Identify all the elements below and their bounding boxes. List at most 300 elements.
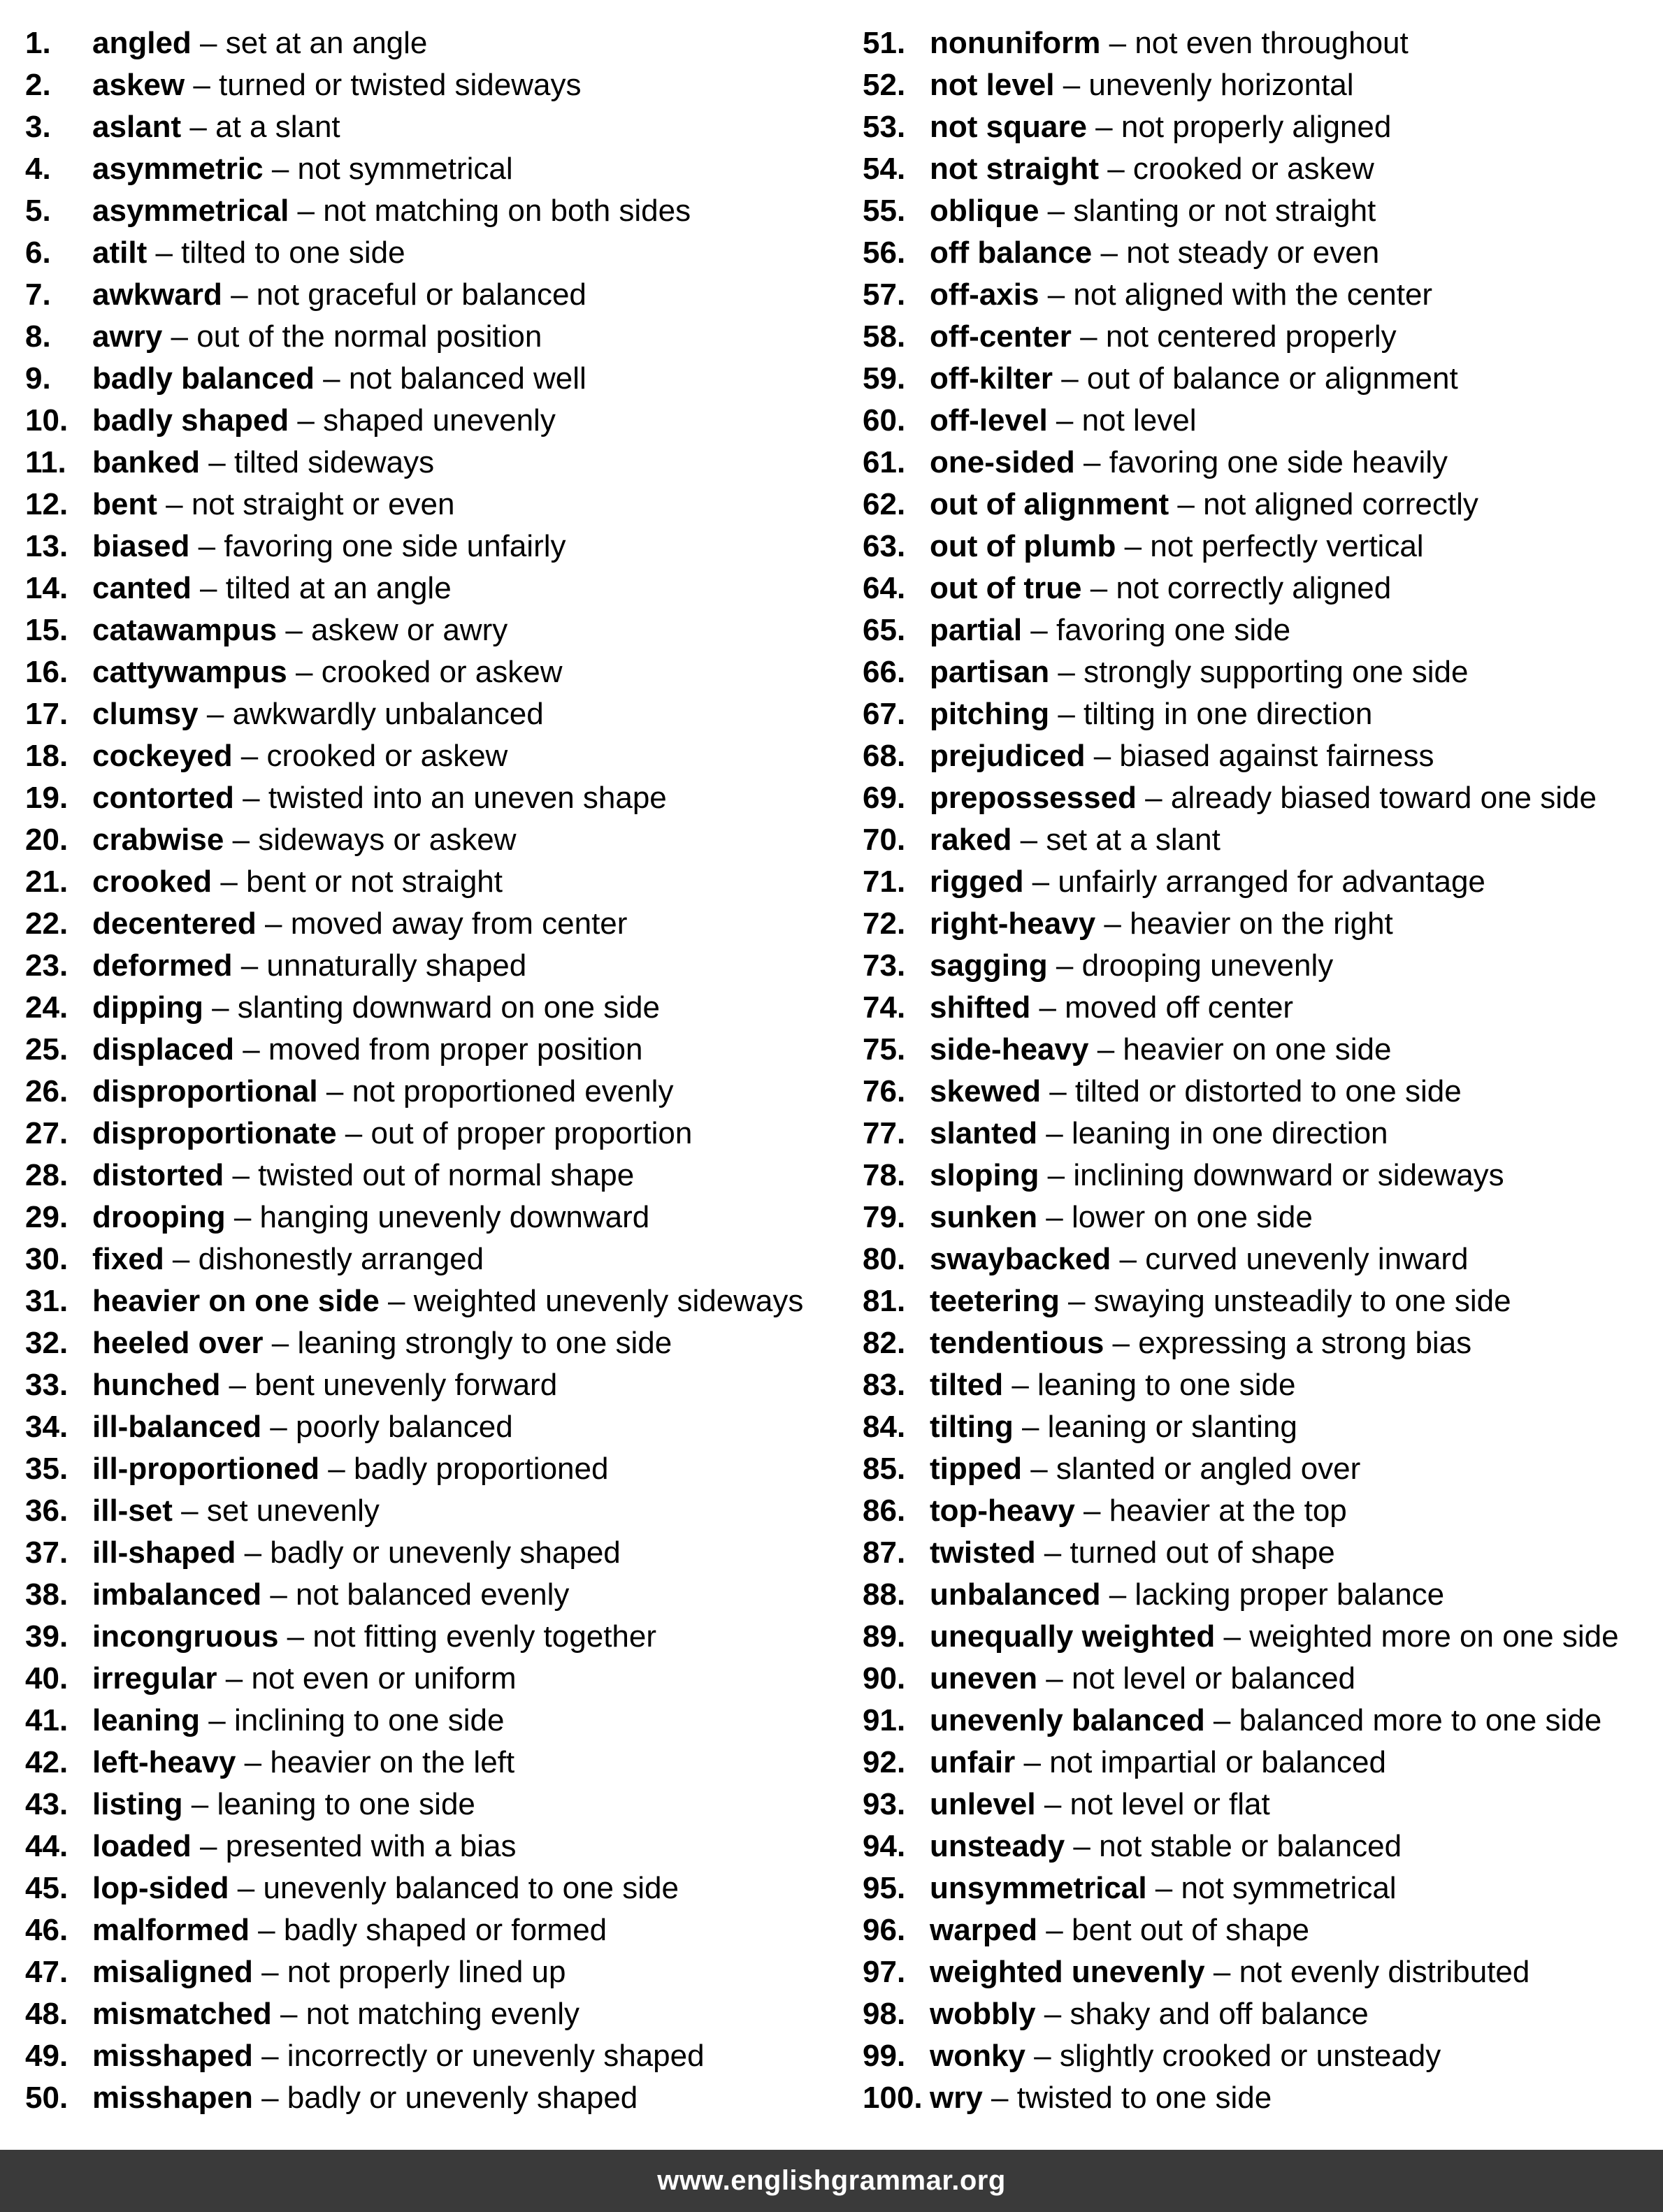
item-definition: presented with a bias [225,1829,517,1863]
item-separator: – [252,2039,287,2073]
item-definition: not evenly distributed [1239,1955,1530,1989]
item-number: 95. [863,1871,906,1905]
item-number: 48. [25,1997,69,2031]
item-separator: – [1021,1452,1056,1486]
item-separator: – [1049,655,1084,689]
item-separator: – [1053,361,1087,396]
item-definition: drooping unevenly [1081,948,1334,983]
item-term: rigged [930,865,1024,899]
item-term: banked [92,445,201,479]
item-number: 54. [863,152,906,186]
item-number: 59. [863,361,906,396]
item-number: 45. [25,1871,69,1905]
item-term: raked [930,823,1012,857]
item-number: 89. [863,1619,906,1654]
item-definition: slightly crooked or unsteady [1059,2039,1441,2073]
list-item [863,1113,1660,1155]
list-item [25,609,864,651]
list-item [25,1155,864,1197]
item-separator: – [233,1032,268,1067]
item-separator: – [1037,1913,1072,1947]
item-number: 42. [25,1745,69,1779]
item-number: 98. [863,1997,906,2031]
item-number: 44. [25,1829,69,1863]
item-number: 12. [25,487,69,521]
list-item [863,1364,1660,1406]
item-number: 58. [863,319,906,354]
item-separator: – [1039,1158,1074,1192]
item-number: 24. [25,990,69,1025]
item-definition: not properly lined up [287,1955,566,1989]
item-definition: awkwardly unbalanced [232,697,544,731]
list-item [25,1197,864,1238]
item-term: warped [930,1913,1038,1947]
item-term: awry [92,319,163,354]
item-separator: – [1081,571,1116,605]
item-definition: not fitting evenly together [312,1619,657,1654]
item-term: cattywampus [92,655,287,689]
list-item [863,1951,1660,1993]
item-number: 69. [863,781,906,815]
item-definition: hanging unevenly downward [259,1200,650,1234]
item-definition: weighted more on one side [1249,1619,1619,1654]
item-definition: not centered properly [1105,319,1397,354]
item-term: disproportionate [92,1116,337,1150]
item-number: 20. [25,823,69,857]
item-separator: – [217,1661,252,1696]
item-term: shifted [930,990,1031,1025]
item-term: disproportional [92,1074,318,1108]
item-number: 25. [25,1032,69,1067]
item-definition: leaning strongly to one side [297,1326,672,1360]
item-term: uneven [930,1661,1038,1696]
item-separator: – [232,739,267,773]
item-number: 66. [863,655,906,689]
item-separator: – [1204,1703,1239,1737]
list-item [863,316,1660,358]
list-item [863,232,1660,274]
item-definition: heavier on one side [1123,1032,1392,1067]
list-item [863,106,1660,148]
item-term: catawampus [92,613,278,647]
item-number: 96. [863,1913,906,1947]
list-item [25,1951,864,1993]
item-definition: out of proper proportion [370,1116,693,1150]
item-number: 3. [25,110,51,144]
item-number: 5. [25,194,51,228]
list-item [863,400,1660,442]
item-number: 67. [863,697,906,731]
item-definition: weighted unevenly sideways [413,1284,804,1318]
item-definition: crooked or askew [266,739,508,773]
item-number: 19. [25,781,69,815]
item-number: 90. [863,1661,906,1696]
item-term: off balance [930,236,1093,270]
list-item [25,777,864,819]
list-item [25,1700,864,1742]
item-term: out of true [930,571,1082,605]
item-number: 37. [25,1535,69,1570]
list-item [863,442,1660,484]
item-separator: – [1100,1577,1135,1612]
item-term: twisted [930,1535,1036,1570]
item-term: pitching [930,697,1050,731]
item-separator: – [1003,1368,1038,1402]
list-item [25,861,864,903]
item-definition: twisted out of normal shape [258,1158,635,1192]
item-number: 83. [863,1368,906,1402]
item-definition: not symmetrical [297,152,513,186]
item-number: 4. [25,152,51,186]
item-separator: – [1037,1200,1072,1234]
item-term: one-sided [930,445,1075,479]
item-definition: set unevenly [206,1494,380,1528]
list-item [25,1616,864,1658]
item-definition: crooked or askew [1132,152,1374,186]
list-item [863,1448,1660,1490]
item-separator: – [289,403,324,438]
item-definition: unevenly balanced to one side [263,1871,679,1905]
item-separator: – [1204,1955,1239,1989]
item-separator: – [1054,68,1089,102]
item-definition: set at a slant [1046,823,1221,857]
item-separator: – [225,1200,260,1234]
item-definition: out of the normal position [196,319,542,354]
list-item [25,484,864,526]
item-number: 100. [863,2081,923,2115]
item-definition: incorrectly or unevenly shaped [287,2039,705,2073]
item-number: 75. [863,1032,906,1067]
item-number: 71. [863,865,906,899]
list-item [863,1909,1660,1951]
item-number: 97. [863,1955,906,1989]
list-item [25,1238,864,1280]
item-term: off-center [930,319,1072,354]
item-definition: strongly supporting one side [1084,655,1469,689]
item-definition: slanting downward on one side [237,990,660,1025]
item-term: partisan [930,655,1050,689]
item-definition: shaky and off balance [1070,1997,1369,2031]
footer-url[interactable]: www.englishgrammar.org [657,2165,1006,2196]
item-definition: slanted or angled over [1056,1452,1361,1486]
item-separator: – [379,1284,414,1318]
item-term: misaligned [92,1955,253,1989]
item-term: right-heavy [930,906,1096,941]
list-item [863,903,1660,945]
item-term: unbalanced [930,1577,1101,1612]
item-separator: – [200,445,234,479]
item-definition: crooked or askew [321,655,563,689]
item-term: asymmetrical [92,194,289,228]
item-term: slanted [930,1116,1038,1150]
item-definition: set at an angle [225,26,428,60]
item-number: 82. [863,1326,906,1360]
item-separator: – [1065,1829,1100,1863]
item-definition: bent out of shape [1071,1913,1310,1947]
item-separator: – [1085,739,1120,773]
list-item [863,64,1660,106]
item-definition: not even throughout [1135,26,1409,60]
item-separator: – [1013,1410,1048,1444]
list-item [863,735,1660,777]
item-term: loaded [92,1829,192,1863]
item-number: 79. [863,1200,906,1234]
item-separator: – [1035,1997,1070,2031]
item-separator: – [1071,319,1106,354]
item-term: displaced [92,1032,234,1067]
item-term: not straight [930,152,1099,186]
list-item [25,1742,864,1784]
item-number: 64. [863,571,906,605]
item-separator: – [185,68,219,102]
item-number: 86. [863,1494,906,1528]
item-separator: – [277,613,312,647]
item-number: 92. [863,1745,906,1779]
list-item [25,526,864,568]
item-definition: twisted into an uneven shape [268,781,667,815]
item-separator: – [189,529,224,563]
item-separator: – [1047,403,1082,438]
list-item [25,1280,864,1322]
item-definition: not properly aligned [1121,110,1392,144]
item-separator: – [200,1703,234,1737]
item-term: ill-shaped [92,1535,236,1570]
item-separator: – [1074,1494,1109,1528]
list-item [863,1490,1660,1532]
item-separator: – [198,697,233,731]
list-item [863,1532,1660,1574]
item-separator: – [287,655,322,689]
item-separator: – [157,487,192,521]
item-definition: turned out of shape [1070,1535,1335,1570]
item-number: 2. [25,68,51,102]
item-definition: favoring one side [1056,613,1291,647]
item-definition: not steady or even [1126,236,1380,270]
list-item [863,1574,1660,1616]
item-definition: unfairly arranged for advantage [1058,865,1485,899]
item-definition: turned or twisted sideways [219,68,582,102]
item-number: 99. [863,2039,906,2073]
item-definition: badly shaped or formed [283,1913,607,1947]
list-item [25,1784,864,1826]
item-definition: heavier on the left [270,1745,515,1779]
item-number: 68. [863,739,906,773]
list-item [863,693,1660,735]
list-item [863,484,1660,526]
item-separator: – [172,1494,207,1528]
item-number: 17. [25,697,69,731]
item-number: 93. [863,1787,906,1821]
item-term: hunched [92,1368,221,1402]
item-number: 40. [25,1661,69,1696]
item-separator: – [1095,906,1130,941]
item-definition: favoring one side unfairly [224,529,566,563]
list-item [863,2035,1660,2077]
item-definition: badly or unevenly shaped [287,2081,638,2115]
item-term: out of alignment [930,487,1169,521]
item-separator: – [224,1158,259,1192]
item-term: angled [92,26,192,60]
item-term: contorted [92,781,234,815]
item-number: 29. [25,1200,69,1234]
item-number: 57. [863,277,906,312]
item-definition: favoring one side heavily [1109,445,1448,479]
item-separator: – [1100,26,1135,60]
item-separator: – [1146,1871,1181,1905]
item-number: 32. [25,1326,69,1360]
list-item [25,274,864,316]
item-term: biased [92,529,190,563]
item-number: 52. [863,68,906,102]
item-definition: out of balance or alignment [1086,361,1458,396]
item-number: 28. [25,1158,69,1192]
item-term: listing [92,1787,183,1821]
item-number: 61. [863,445,906,479]
item-definition: at a slant [215,110,340,144]
list-item [863,2077,1660,2119]
item-term: side-heavy [930,1032,1089,1067]
item-definition: inclining to one side [233,1703,505,1737]
item-term: deformed [92,948,233,983]
list-item [25,2077,864,2119]
item-separator: – [1098,152,1133,186]
item-definition: not level [1081,403,1197,438]
list-item [25,190,864,232]
item-number: 50. [25,2081,69,2115]
item-term: prejudiced [930,739,1086,773]
item-definition: not straight or even [191,487,455,521]
list-item [25,106,864,148]
list-item [25,232,864,274]
item-term: off-kilter [930,361,1053,396]
list-item [863,1742,1660,1784]
item-number: 33. [25,1368,69,1402]
item-separator: – [1039,277,1074,312]
item-definition: sideways or askew [258,823,517,857]
item-term: clumsy [92,697,199,731]
item-term: ill-balanced [92,1410,262,1444]
item-term: leaning [92,1703,201,1737]
list-item [863,1406,1660,1448]
item-separator: – [1074,445,1109,479]
item-separator: – [289,194,324,228]
list-item [25,1532,864,1574]
list-item [25,1364,864,1406]
item-definition: tilted to one side [181,236,405,270]
item-number: 26. [25,1074,69,1108]
item-separator: – [336,1116,371,1150]
item-separator: – [252,1955,287,1989]
item-definition: bent or not straight [246,865,503,899]
item-definition: inclining downward or sideways [1073,1158,1504,1192]
list-item [25,442,864,484]
item-term: unequally weighted [930,1619,1216,1654]
list-item [863,987,1660,1029]
item-definition: unevenly horizontal [1088,68,1354,102]
item-separator: – [162,319,197,354]
item-separator: – [164,1242,199,1276]
item-separator: – [1092,236,1127,270]
item-number: 73. [863,948,906,983]
item-definition: dishonestly arranged [198,1242,484,1276]
list-item [25,1490,864,1532]
item-number: 7. [25,277,51,312]
item-term: wonky [930,2039,1025,2073]
item-number: 36. [25,1494,69,1528]
item-separator: – [261,1577,296,1612]
item-separator: – [271,1997,306,2031]
word-list-left-column [25,22,864,2119]
list-item [863,777,1660,819]
item-separator: – [1030,990,1065,1025]
list-item [863,1784,1660,1826]
list-item [863,1867,1660,1909]
list-item [25,1406,864,1448]
item-definition: not aligned with the center [1073,277,1433,312]
item-separator: – [314,361,349,396]
list-item [863,651,1660,693]
item-term: fixed [92,1242,164,1276]
list-item [25,1071,864,1113]
item-definition: unnaturally shaped [266,948,527,983]
list-item [863,358,1660,400]
item-number: 74. [863,990,906,1025]
word-list-right-column [863,22,1660,2119]
item-term: badly balanced [92,361,315,396]
list-item [25,945,864,987]
list-item [25,22,864,64]
item-separator: – [232,948,267,983]
item-definition: leaning to one side [217,1787,475,1821]
list-item [863,1616,1660,1658]
item-term: nonuniform [930,26,1101,60]
list-item [863,1071,1660,1113]
item-definition: not proportioned evenly [352,1074,674,1108]
item-term: unsymmetrical [930,1871,1147,1905]
item-separator: – [191,1829,226,1863]
item-number: 18. [25,739,69,773]
item-number: 80. [863,1242,906,1276]
list-item [863,1322,1660,1364]
list-item [25,987,864,1029]
list-item [25,1574,864,1616]
item-definition: heavier on the right [1130,906,1393,941]
list-item [25,1909,864,1951]
item-term: left-heavy [92,1745,236,1779]
item-number: 81. [863,1284,906,1318]
item-number: 51. [863,26,906,60]
item-definition: heavier at the top [1109,1494,1347,1528]
item-term: unevenly balanced [930,1703,1205,1737]
item-term: askew [92,68,185,102]
list-item [25,1029,864,1071]
item-number: 21. [25,865,69,899]
list-item [25,1113,864,1155]
item-definition: moved off center [1065,990,1294,1025]
list-item [25,1826,864,1867]
item-separator: – [252,2081,287,2115]
item-term: drooping [92,1200,226,1234]
item-number: 94. [863,1829,906,1863]
item-term: wobbly [930,1997,1036,2031]
item-definition: badly or unevenly shaped [270,1535,621,1570]
item-term: oblique [930,194,1039,228]
item-term: off-axis [930,277,1039,312]
item-number: 72. [863,906,906,941]
item-separator: – [236,1535,271,1570]
list-item [863,1029,1660,1071]
item-separator: – [1015,1745,1050,1779]
